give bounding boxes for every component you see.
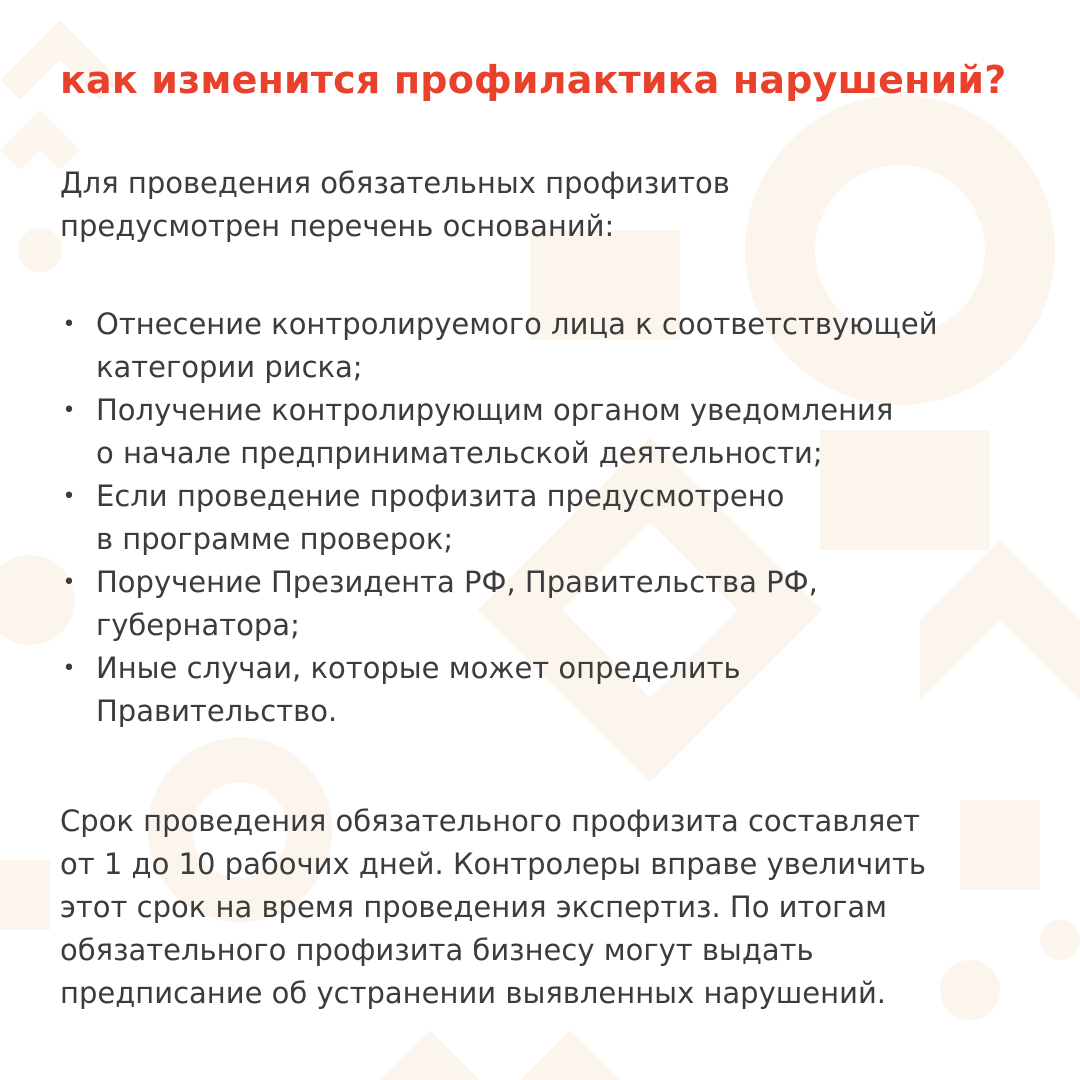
bullet-icon: • xyxy=(62,398,76,423)
grounds-item-line: Если проведение профизита предусмотрено xyxy=(96,479,785,513)
outro-line: этот срок на время проведения экспертиз. По итогам xyxy=(60,890,888,924)
grounds-item-line: губернатора; xyxy=(96,608,300,642)
outro-line: обязательного профизита бизнесу могут выдать xyxy=(60,933,814,967)
grounds-item-line: Отнесение контролируемого лица к соответствующей xyxy=(96,307,938,341)
intro-line: Для проведения обязательных профизитов xyxy=(60,166,730,200)
grounds-list xyxy=(60,303,1020,733)
grounds-item-line: Правительство. xyxy=(96,694,338,728)
grounds-list-item xyxy=(60,303,1020,389)
outro-line: предписание об устранении выявленных нарушений. xyxy=(60,976,887,1010)
grounds-list-item xyxy=(60,647,1020,733)
grounds-item-line: Получение контролирующим органом уведомления xyxy=(96,393,894,427)
grounds-list-item xyxy=(60,561,1020,647)
bullet-icon: • xyxy=(62,570,76,595)
grounds-item-line: Иные случаи, которые может определить xyxy=(96,651,741,685)
intro-paragraph xyxy=(60,162,960,248)
outro-line: Срок проведения обязательного профизита составляет xyxy=(60,804,921,838)
grounds-item-line: о начале предпринимательской деятельности; xyxy=(96,436,823,470)
bullet-icon: • xyxy=(62,312,76,337)
outro-line: от 1 до 10 рабочих дней. Контролеры вправе увеличить xyxy=(60,847,927,881)
grounds-list-item xyxy=(60,389,1020,475)
grounds-item-line: Поручение Президента РФ, Правительства РФ, xyxy=(96,565,818,599)
outro-paragraph xyxy=(60,800,1020,1015)
slide-title: как изменится профилактика нарушений? xyxy=(60,58,1007,102)
bullet-icon: • xyxy=(62,484,76,509)
grounds-item-line: категории риска; xyxy=(96,350,363,384)
bullet-icon: • xyxy=(62,656,76,681)
intro-line: предусмотрен перечень оснований: xyxy=(60,209,615,243)
grounds-list-item xyxy=(60,475,1020,561)
grounds-item-line: в программе проверок; xyxy=(96,522,454,556)
